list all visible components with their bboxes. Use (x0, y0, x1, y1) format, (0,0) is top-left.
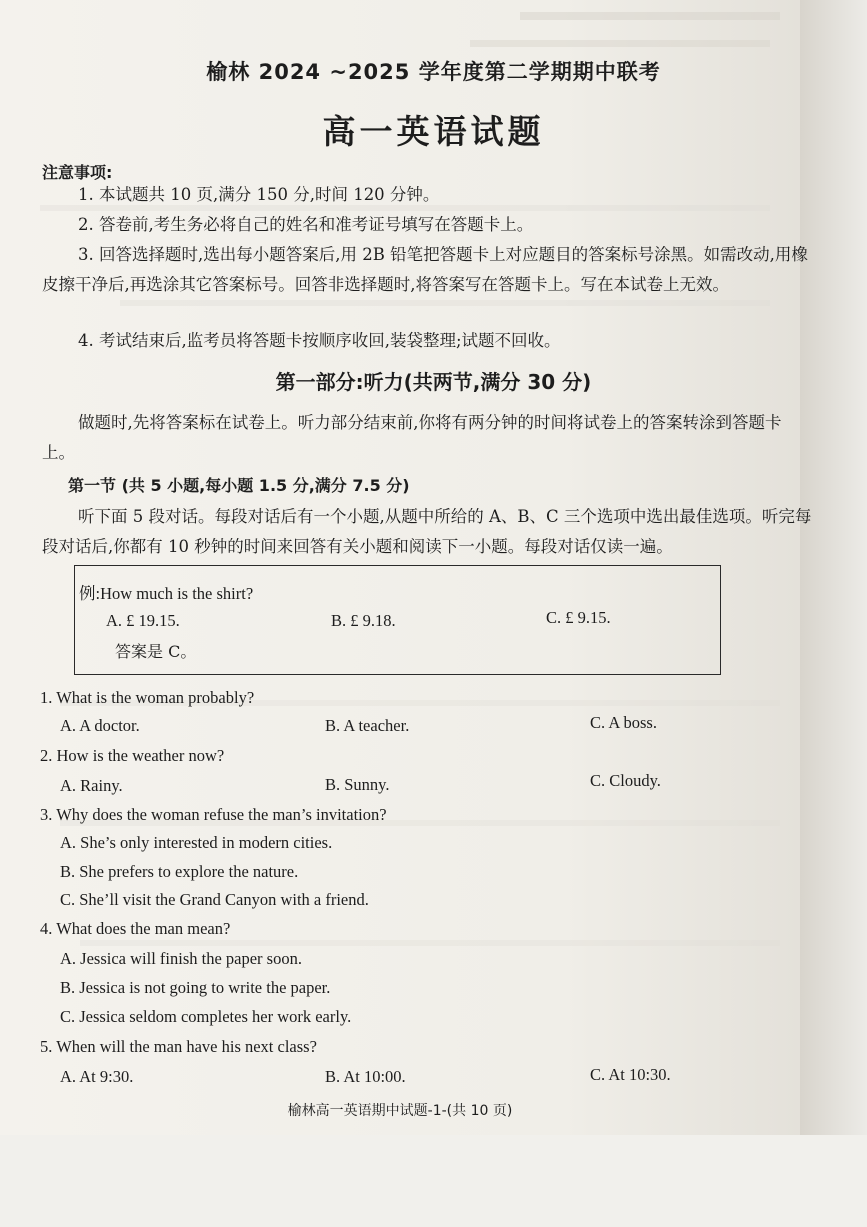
page-footer: 榆林高一英语期中试题-1-(共 10 页) (287, 1103, 513, 1119)
option-a: A. Jessica will finish the paper soon. (60, 949, 302, 968)
scan-edge (800, 0, 867, 1227)
option-b: B. At 10:00. (325, 1067, 406, 1086)
example-option: C. £ 9.15. (546, 608, 611, 627)
part-heading: 第一部分:听力(共两节,满分 30 分) (275, 370, 592, 394)
section-instructions: 听下面 5 段对话。每段对话后有一个小题,从题中所给的 A、B、C 三个选项中选出最佳选项。听完每段对话后,你都有 10 秒钟的时间来回答有关小题和阅读下一小题。每段对话仅读一遍。 (42, 507, 812, 556)
note-item: 1. 本试题共 10 页,满分 150 分,时间 120 分钟。 (78, 185, 440, 204)
example-box (74, 565, 721, 675)
exam-title: 榆林 2024 ~2025 学年度第二学期期中联考 (206, 60, 661, 84)
option-c: C. Jessica seldom completes her work early. (60, 1007, 352, 1026)
option-a: A. A doctor. (60, 716, 140, 735)
option-b: B. Jessica is not going to write the paper. (60, 978, 331, 997)
example-option: A. £ 19.15. (106, 611, 180, 630)
example-question: 例:How much is the shirt? (79, 584, 254, 603)
option-a: A. Rainy. (60, 776, 123, 795)
question-text: 5. When will the man have his next class? (40, 1037, 317, 1056)
section-heading: 第一节 (共 5 小题,每小题 1.5 分,满分 7.5 分) (68, 476, 410, 495)
example-answer: 答案是 C。 (115, 642, 197, 661)
option-b: B. Sunny. (325, 775, 390, 794)
question-text: 1. What is the woman probably? (40, 688, 255, 707)
note-item: 4. 考试结束后,监考员将答题卡按顺序收回,装袋整理;试题不回收。 (78, 331, 561, 350)
notes-heading: 注意事项: (42, 163, 113, 182)
example-option: B. £ 9.18. (331, 611, 396, 630)
note-item: 2. 答卷前,考生务必将自己的姓名和准考证号填写在答题卡上。 (78, 215, 534, 234)
scan-margin (0, 1135, 867, 1227)
option-c: C. Cloudy. (590, 771, 661, 790)
option-c: C. A boss. (590, 713, 657, 732)
subject-title: 高一英语试题 (322, 112, 545, 151)
question-text: 2. How is the weather now? (40, 746, 225, 765)
option-b: B. She prefers to explore the nature. (60, 862, 299, 881)
question-text: 3. Why does the woman refuse the man’s invitation? (40, 805, 387, 824)
note-item: 3. 回答选择题时,选出每小题答案后,用 2B 铅笔把答题卡上对应题目的答案标号涂黑。如需改动,用橡皮擦干净后,再选涂其它答案标号。回答非选择题时,将答案写在答题卡上。写在本试卷上无效。 (42, 245, 808, 294)
option-c: C. She’ll visit the Grand Canyon with a friend. (60, 890, 369, 909)
option-c: C. At 10:30. (590, 1065, 671, 1084)
question-text: 4. What does the man mean? (40, 919, 231, 938)
option-a: A. She’s only interested in modern cities. (60, 833, 333, 852)
option-b: B. A teacher. (325, 716, 410, 735)
option-a: A. At 9:30. (60, 1067, 134, 1086)
part-intro: 做题时,先将答案标在试卷上。听力部分结束前,你将有两分钟的时间将试卷上的答案转涂到答题卡上。 (42, 413, 782, 462)
